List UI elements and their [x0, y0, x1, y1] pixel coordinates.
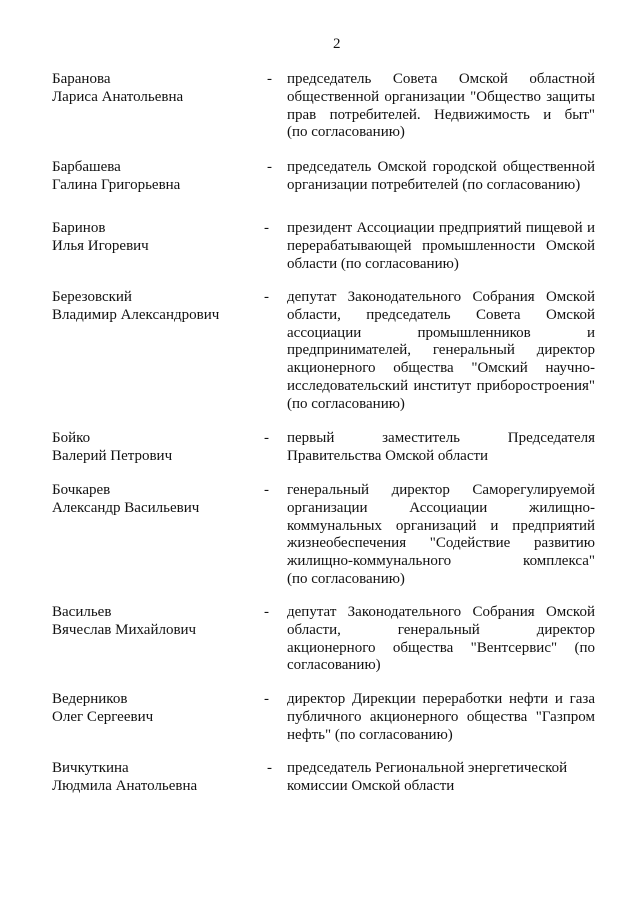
member-given-names: Александр Васильевич: [52, 499, 200, 516]
position-line: генеральный директор Саморегулируемой: [287, 482, 595, 498]
position-line: перерабатывающей промышленности Омской: [287, 237, 595, 254]
position-line: первый заместитель Председателя: [287, 430, 595, 446]
separator-dash: -: [267, 760, 272, 776]
position-line: исследовательский институт приборостроения": [287, 377, 595, 394]
member-surname: Вичкуткина: [52, 760, 129, 776]
member-name: [52, 482, 257, 518]
position-line: прав потребителей. Недвижимость и быт": [287, 106, 595, 123]
member-given-names: Владимир Александрович: [52, 306, 220, 323]
separator-dash: -: [264, 289, 269, 305]
position-line: (по согласованию): [287, 395, 405, 412]
member-given-names: Илья Игоревич: [52, 237, 149, 254]
position-line: акционерного общества "Омский научно-: [287, 360, 595, 377]
member-surname: Васильев: [52, 604, 112, 620]
position-line: президент Ассоциации предприятий пищевой и: [287, 220, 595, 236]
position-line: (по согласованию): [287, 570, 405, 587]
separator-dash: -: [264, 691, 269, 707]
member-surname: Ведерников: [52, 691, 128, 707]
position-line: коммунальных организаций и предприятий: [287, 517, 595, 534]
member-position: [287, 289, 595, 414]
member-given-names: Людмила Анатольевна: [52, 777, 198, 794]
position-line: (по согласованию): [287, 124, 405, 141]
member-name: [52, 604, 257, 640]
member-surname: Березовский: [52, 289, 132, 305]
member-position: [287, 430, 595, 466]
member-given-names: Галина Григорьевна: [52, 176, 181, 193]
position-line: председатель Региональной энергетической: [287, 760, 568, 776]
separator-dash: -: [264, 604, 269, 620]
position-line: жилищно-коммунального комплекса": [287, 553, 595, 570]
member-position: [287, 71, 595, 142]
position-line: области, председатель Совета Омской: [287, 306, 595, 323]
separator-dash: -: [267, 159, 272, 175]
member-position: [287, 691, 595, 744]
member-name: [52, 159, 257, 195]
member-name: [52, 691, 257, 727]
position-line: ассоциации промышленников и: [287, 324, 595, 341]
position-line: области, генеральный директор: [287, 621, 595, 638]
separator-dash: -: [264, 482, 269, 498]
member-surname: Баранова: [52, 71, 111, 87]
position-line: Правительства Омской области: [287, 447, 489, 464]
member-position: [287, 159, 595, 195]
member-given-names: Лариса Анатольевна: [52, 88, 184, 105]
member-surname: Бойко: [52, 430, 91, 446]
position-line: депутат Законодательного Собрания Омской: [287, 289, 595, 305]
position-line: председатель Омской городской общественной: [287, 159, 595, 175]
position-line: предпринимателей, генеральный директор: [287, 342, 595, 359]
member-given-names: Вячеслав Михайлович: [52, 621, 197, 638]
position-line: организации потребителей (по согласованию): [287, 176, 581, 193]
member-name: [52, 71, 257, 107]
page-number: 2: [333, 36, 341, 52]
member-position: [287, 604, 595, 675]
position-line: депутат Законодательного Собрания Омской: [287, 604, 595, 620]
position-line: организации Ассоциации жилищно-: [287, 499, 595, 516]
member-name: [52, 430, 257, 466]
position-line: общественной организации "Общество защиты: [287, 88, 595, 105]
separator-dash: -: [264, 220, 269, 236]
member-position: [287, 220, 595, 273]
member-surname: Баринов: [52, 220, 106, 236]
member-position: [287, 760, 595, 796]
position-line: председатель Совета Омской областной: [287, 71, 595, 87]
position-line: публичного акционерного общества "Газпром: [287, 708, 595, 725]
position-line: комиссии Омской области: [287, 777, 455, 794]
member-surname: Барбашева: [52, 159, 121, 175]
member-name: [52, 289, 257, 325]
position-line: жизнеобеспечения "Содействие развитию: [287, 535, 595, 552]
member-surname: Бочкарев: [52, 482, 111, 498]
member-given-names: Олег Сергеевич: [52, 708, 154, 725]
position-line: директор Дирекции переработки нефти и газа: [287, 691, 595, 707]
member-position: [287, 482, 595, 589]
position-line: нефть" (по согласованию): [287, 726, 453, 743]
member-given-names: Валерий Петрович: [52, 447, 173, 464]
separator-dash: -: [267, 71, 272, 87]
position-line: области (по согласованию): [287, 255, 459, 272]
position-line: согласованию): [287, 657, 381, 674]
position-line: акционерного общества "Вентсервис" (по: [287, 639, 595, 656]
member-name: [52, 220, 257, 256]
member-name: [52, 760, 257, 796]
separator-dash: -: [264, 430, 269, 446]
